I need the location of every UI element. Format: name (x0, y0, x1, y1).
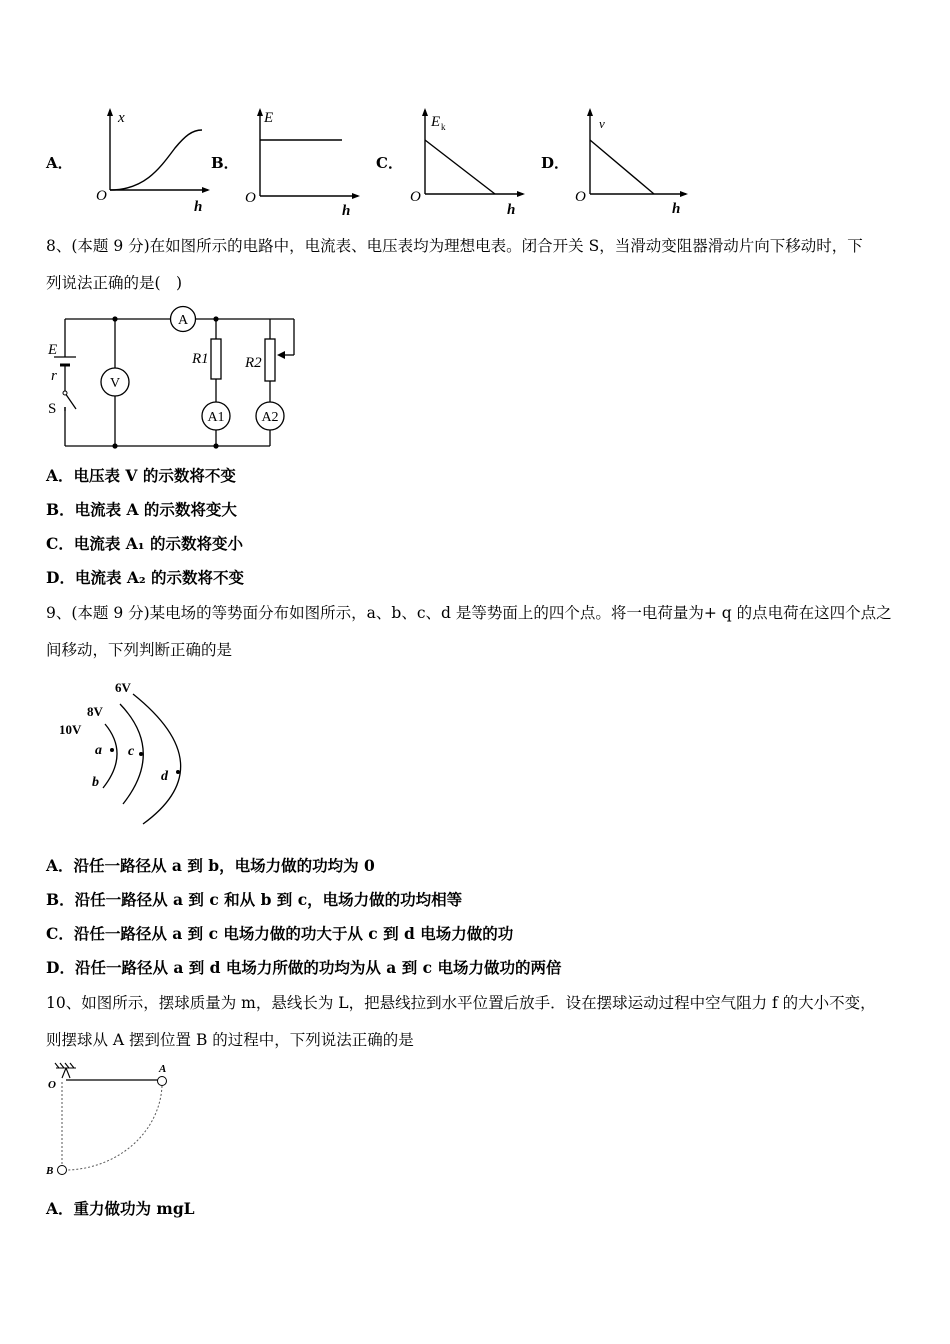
q8-option-a: A．电压表 V 的示数将不变 (46, 466, 236, 485)
q9-point-b: b (92, 775, 99, 790)
q7-graph-c (405, 108, 525, 218)
q7-option-d-label: D． (541, 154, 570, 172)
q9-option-a: A．沿任一路径从 a 到 b，电场力做的功均为 0 (46, 856, 375, 875)
q8-r-label: r (51, 368, 57, 384)
q10-pendulum-figure (40, 1060, 190, 1185)
q10-stem-line1: 10、如图所示，摆球质量为 m，悬线长为 L，把悬线拉到水平位置后放手．设在摆球运动过程中空气阻力 f 的大小不变， (46, 994, 876, 1012)
q8-a2-label: A2 (261, 410, 279, 425)
q9-equipotential-figure (55, 676, 195, 836)
q7-a-origin: O (96, 188, 107, 204)
q7-graph-d (570, 108, 690, 218)
q7-c-x-label: h (507, 202, 516, 218)
q7-graph-a (90, 108, 210, 218)
q7-option-c-label: C． (376, 154, 403, 172)
q10-point-o: O (48, 1079, 56, 1091)
q7-graph-b (240, 108, 360, 218)
q7-option-a-label: A． (46, 154, 73, 172)
q8-stem-line2: 列说法正确的是( ) (46, 274, 183, 292)
q8-option-c: C．电流表 A₁ 的示数将变小 (46, 534, 243, 553)
q10-option-a: A．重力做功为 mgL (46, 1199, 195, 1218)
q9-label-8v: 8V (87, 704, 103, 719)
q7-c-y-sub: k (441, 122, 446, 132)
q9-stem-line1: 9、(本题 9 分)某电场的等势面分布如图所示，a、b、c、d 是等势面上的四个点。将一电荷量为+ q 的点电荷在这四个点之 (46, 604, 892, 622)
q7-c-y-label: E (431, 114, 441, 130)
q8-a1-label: A1 (207, 410, 225, 425)
q7-d-origin: O (575, 189, 586, 205)
q8-r1-label: R1 (192, 351, 209, 367)
q7-b-x-label: h (342, 203, 351, 218)
q8-option-d: D．电流表 A₂ 的示数将不变 (46, 568, 245, 587)
q7-a-x-label: h (194, 199, 203, 215)
q7-b-origin: O (245, 190, 256, 206)
q8-emf-label: E (48, 342, 58, 358)
q9-option-d: D．沿任一路径从 a 到 d 电场力所做的功均为从 a 到 c 电场力做功的两倍 (46, 958, 562, 977)
q7-d-y-label: v (599, 116, 605, 131)
q10-point-a: A (159, 1063, 167, 1075)
q9-point-c: c (128, 744, 135, 759)
q8-voltmeter-label: V (109, 376, 121, 391)
q7-c-origin: O (410, 189, 421, 205)
q9-option-c: C．沿任一路径从 a 到 c 电场力做的功大于从 c 到 d 电场力做的功 (46, 924, 514, 943)
q8-ammeter-label: A (177, 313, 189, 328)
q7-option-b-label: B． (211, 154, 239, 172)
q8-r2-label: R2 (245, 355, 262, 371)
q9-point-a: a (95, 743, 102, 758)
q7-a-y-label: x (118, 110, 125, 126)
q8-stem-line1: 8、(本题 9 分)在如图所示的电路中，电流表、电压表均为理想电表。闭合开关 S，当滑动变阻器滑动片向下移动时，下 (46, 237, 863, 255)
q7-d-x-label: h (672, 201, 681, 217)
q9-stem-line2: 间移动，下列判断正确的是 (46, 641, 233, 659)
q9-point-d: d (161, 769, 168, 784)
q10-stem-line2: 则摆球从 A 摆到位置 B 的过程中，下列说法正确的是 (46, 1031, 414, 1049)
q9-option-b: B．沿任一路径从 a 到 c 和从 b 到 c，电场力做的功均相等 (46, 890, 463, 909)
q10-point-b: B (46, 1165, 54, 1177)
q8-switch-label: S (48, 401, 57, 417)
q9-label-6v: 6V (115, 680, 131, 695)
q9-label-10v: 10V (59, 722, 82, 737)
q8-option-b: B．电流表 A 的示数将变大 (46, 500, 237, 519)
q8-circuit-diagram (40, 305, 310, 465)
q7-b-y-label: E (264, 110, 274, 126)
